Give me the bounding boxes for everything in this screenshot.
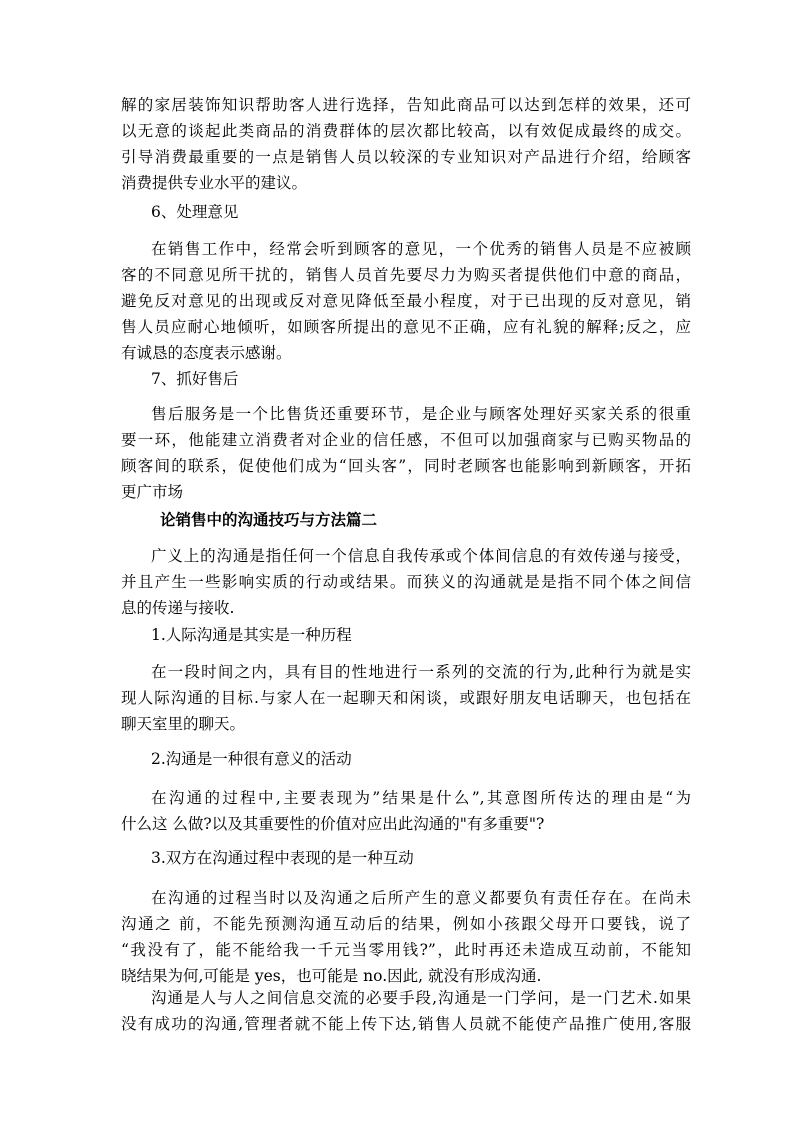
text-line: 在销售工作中，经常会听到顾客的意见，一个优秀的销售人员是不应被顾: [151, 240, 691, 258]
heading-after-sales: 7、抓好售后: [151, 370, 239, 388]
text-line: 以无意的谈起此类商品的消费群体的层次都比较高，以有效促成最终的成交。: [121, 122, 691, 140]
paragraph-communication-definition: [121, 543, 691, 621]
paragraph-point-1: [121, 659, 691, 737]
text-line: 顾客间的联系，促使他们成为“回头客”，同时老顾客也能影响到新顾客，开拓: [121, 457, 691, 475]
text-line: 解的家居装饰知识帮助客人进行选择，告知此商品可以达到怎样的效果，还可: [121, 96, 691, 114]
text-line: 避免反对意见的出现或反对意见降低至最小程度，对于已出现的反对意见，销: [121, 292, 691, 310]
text-line: 消费提供专业水平的建议。: [121, 174, 308, 192]
heading-point-1: 1.人际沟通是其实是一种历程: [151, 626, 352, 644]
text-line: 晓结果为何,可能是 yes，也可能是 no.因此, 就没有形成沟通.: [121, 967, 542, 985]
section-title: 论销售中的沟通技巧与方法篇二: [160, 510, 378, 529]
paragraph-after-sales: [121, 401, 691, 505]
text-line: 售后服务是一个比售货还重要环节，是企业与顾客处理好买家关系的很重: [151, 405, 691, 423]
text-line: 沟通之 前，不能先预测沟通互动后的结果，例如小孩跟父母开口要钱，说了: [121, 915, 691, 933]
heading-point-3: 3.双方在沟通过程中表现的是一种互动: [151, 849, 414, 867]
text-line: 有诚恳的态度表示感谢。: [121, 344, 292, 362]
text-line: 客的不同意见所干扰的，销售人员首先要尽力为购买者提供他们中意的商品，: [121, 266, 691, 284]
text-line: 并且产生一些影响实质的行动或结果。而狭义的沟通就是是指不同个体之间信: [121, 573, 691, 591]
text-line: 售人员应耐心地倾听，如顾客所提出的意见不正确，应有礼貌的解释;反之，应: [121, 318, 691, 336]
text-line: 什么这 么做?以及其重要性的价值对应出此沟通的"有多重要"?: [121, 815, 545, 833]
text-line: 沟通是人与人之间信息交流的必要手段,沟通是一门学问，是一门艺术.如果: [151, 989, 691, 1007]
text-line: 在沟通的过程中,主要表现为”结果是什么”,其意图所传达的理由是“为: [151, 789, 691, 807]
paragraph-handle-objections: [121, 236, 691, 366]
heading-handle-objections: 6、处理意见: [151, 203, 239, 221]
text-line: 在一段时间之内，具有目的性地进行一系列的交流的行为,此种行为就是实: [151, 663, 691, 681]
text-line: 没有成功的沟通,管理者就不能上传下达,销售人员就不能使产品推广使用,客服: [121, 1015, 691, 1033]
text-line: 要一环，他能建立消费者对企业的信任感，不但可以加强商家与已购买物品的: [121, 431, 691, 449]
paragraph-point-2: [121, 785, 691, 837]
text-line: 在沟通的过程当时以及沟通之后所产生的意义都要负有责任存在。在尚未: [151, 889, 691, 907]
text-line: “我没有了，能不能给我一千元当零用钱?”，此时再还未造成互动前，不能知: [121, 941, 691, 959]
text-line: 更广市场: [121, 483, 184, 501]
text-line: 广义上的沟通是指任何一个信息自我传承或个体间信息的有效传递与接受，: [151, 547, 691, 565]
paragraph-guide-consumption: [121, 92, 691, 196]
text-line: 聊天室里的聊天。: [121, 715, 246, 733]
paragraph-point-3: [121, 885, 691, 989]
text-line: 息的传递与接收.: [121, 599, 235, 617]
heading-point-2: 2.沟通是一种很有意义的活动: [151, 750, 352, 768]
text-line: 引导消费最重要的一点是销售人员以较深的专业知识对产品进行介绍，给顾客: [121, 148, 691, 166]
text-line: 现人际沟通的目标.与家人在一起聊天和闲谈，或跟好朋友电话聊天，也包括在: [121, 689, 691, 707]
paragraph-communication-importance: [121, 985, 691, 1037]
